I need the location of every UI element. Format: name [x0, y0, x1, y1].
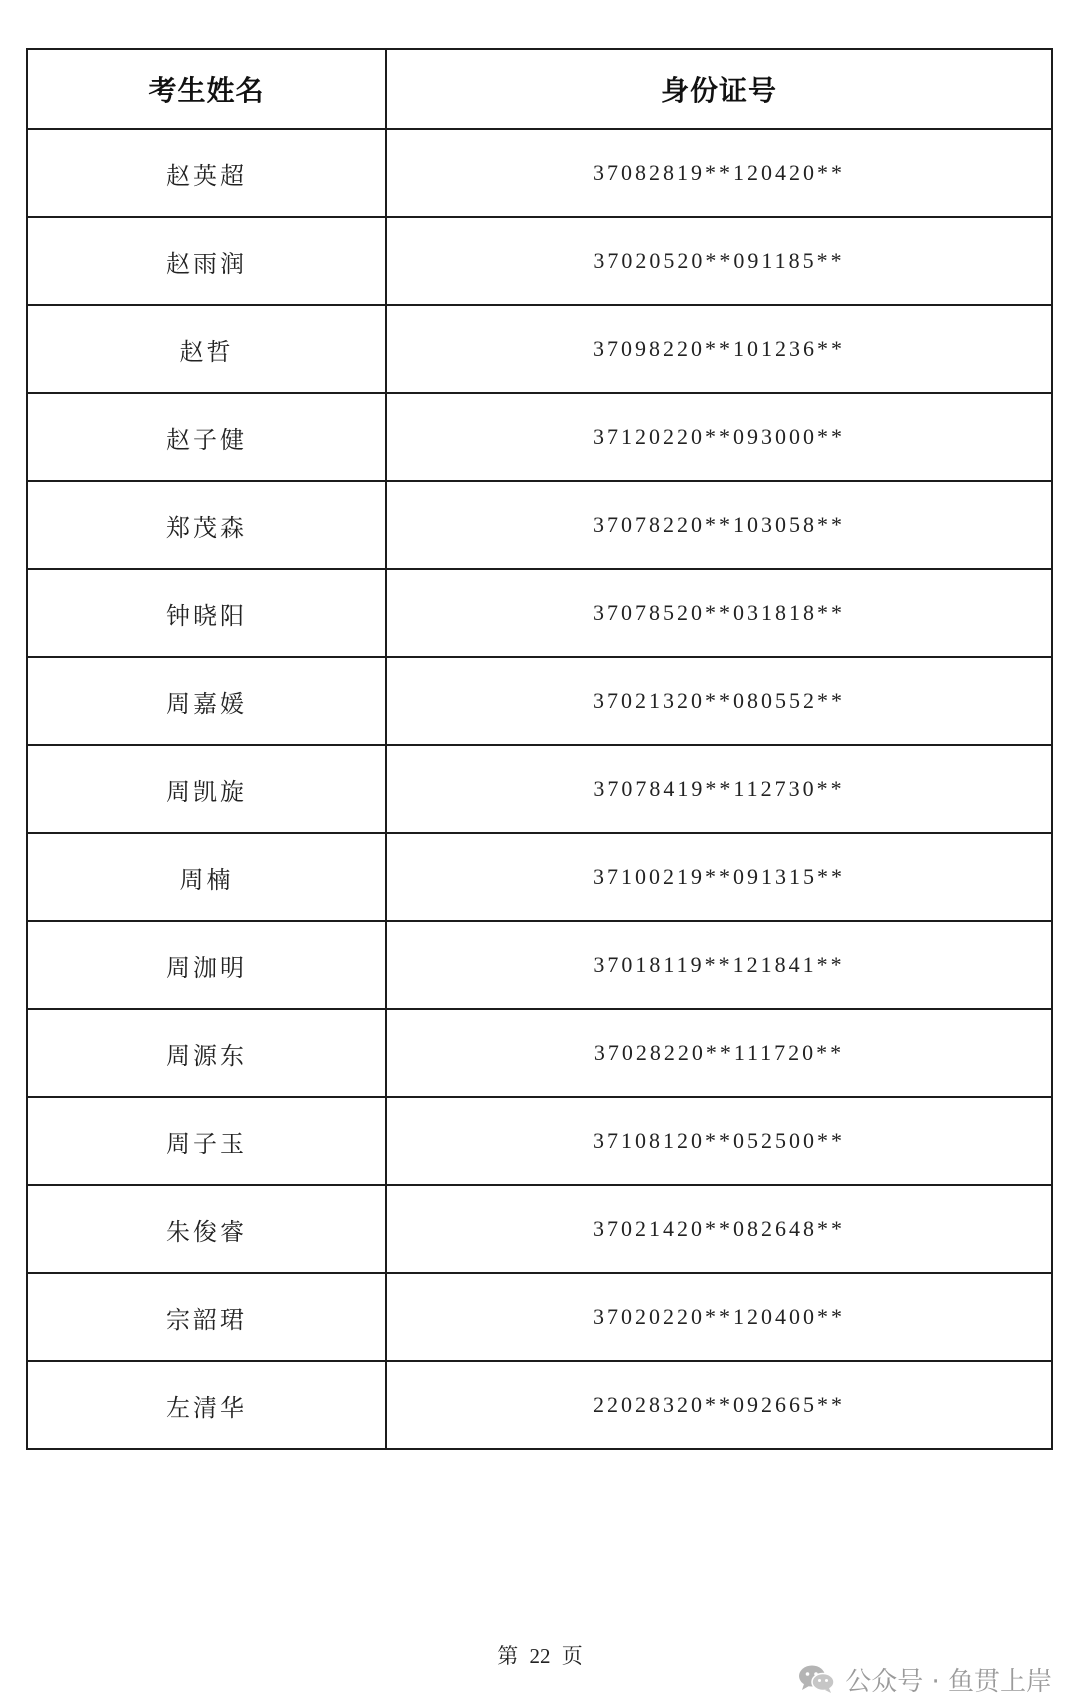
candidate-id-number: 37028220**111720** — [386, 1009, 1052, 1097]
candidate-id-number: 37021320**080552** — [386, 657, 1052, 745]
candidate-name: 周凯旋 — [27, 745, 386, 833]
table-row — [27, 657, 1052, 745]
table-row — [27, 1361, 1052, 1449]
table-row — [27, 569, 1052, 657]
table-row — [27, 833, 1052, 921]
candidate-name: 宗韶珺 — [27, 1273, 386, 1361]
candidate-id-number: 37020220**120400** — [386, 1273, 1052, 1361]
candidate-name: 左清华 — [27, 1361, 386, 1449]
table-row — [27, 1097, 1052, 1185]
candidate-id-number: 22028320**092665** — [386, 1361, 1052, 1449]
account-watermark — [797, 1662, 1052, 1696]
column-header-name: 考生姓名 — [27, 49, 386, 129]
candidate-name: 周子玉 — [27, 1097, 386, 1185]
wechat-icon — [797, 1663, 837, 1695]
table-row — [27, 1273, 1052, 1361]
candidate-name: 周嘉媛 — [27, 657, 386, 745]
table-header-row — [27, 49, 1052, 129]
candidate-name: 郑茂森 — [27, 481, 386, 569]
candidate-name: 周源东 — [27, 1009, 386, 1097]
candidate-name: 赵子健 — [27, 393, 386, 481]
candidate-id-number: 37078520**031818** — [386, 569, 1052, 657]
candidate-id-number: 37018119**121841** — [386, 921, 1052, 1009]
candidate-table — [26, 48, 1053, 1450]
candidate-id-number: 37020520**091185** — [386, 217, 1052, 305]
table-row — [27, 921, 1052, 1009]
candidate-id-number: 37082819**120420** — [386, 129, 1052, 217]
table-row — [27, 129, 1052, 217]
table-row — [27, 745, 1052, 833]
table-row — [27, 305, 1052, 393]
candidate-name: 钟晓阳 — [27, 569, 386, 657]
candidate-id-number: 37100219**091315** — [386, 833, 1052, 921]
column-header-id-number: 身份证号 — [386, 49, 1052, 129]
candidate-name: 赵雨润 — [27, 217, 386, 305]
candidate-id-number: 37078220**103058** — [386, 481, 1052, 569]
candidate-id-number: 37108120**052500** — [386, 1097, 1052, 1185]
candidate-id-number: 37021420**082648** — [386, 1185, 1052, 1273]
table-row — [27, 217, 1052, 305]
candidate-id-number: 37098220**101236** — [386, 305, 1052, 393]
table-row — [27, 1185, 1052, 1273]
page-number: 第 22 页 — [497, 1644, 583, 1668]
candidate-name: 周楠 — [27, 833, 386, 921]
table-row — [27, 481, 1052, 569]
candidate-name: 赵英超 — [27, 129, 386, 217]
table-row — [27, 1009, 1052, 1097]
watermark-text: 公众号 · 鱼贯上岸 — [845, 1666, 1052, 1697]
candidate-id-number: 37120220**093000** — [386, 393, 1052, 481]
table-body — [27, 129, 1052, 1449]
candidate-name: 朱俊睿 — [27, 1185, 386, 1273]
candidate-name: 周泇明 — [27, 921, 386, 1009]
candidate-id-number: 37078419**112730** — [386, 745, 1052, 833]
candidate-name: 赵哲 — [27, 305, 386, 393]
table-row — [27, 393, 1052, 481]
